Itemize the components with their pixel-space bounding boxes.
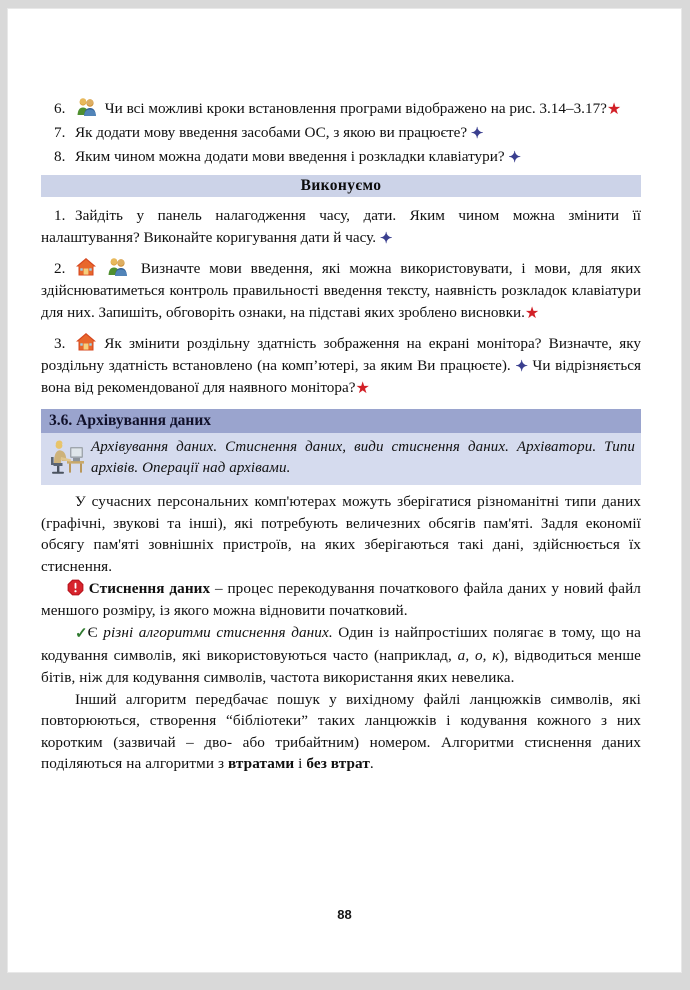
question-item: 8. Яким чином можна додати мови введення і розкладки клавіатури? ✦ xyxy=(41,146,641,168)
task-text-part1: Як змінити роздільну здатність зображення на екрані монітора? Визначте, яку роздільну здатність встановлено (на комп’ютері, за яким Ви працюєте). xyxy=(41,335,642,375)
section-intro-block xyxy=(41,433,641,485)
paragraph-definition xyxy=(41,578,641,621)
people-icon xyxy=(75,97,101,117)
other-text-start: Інший алгоритм передбачає пошук у вихідному файлі ланцюжків символів, які повторюються, створення “бібліотеки” таких ланцюжків і кодування кожного з них коротким (зазвичай – дво- або трибайтним) номером. Алгоритми стиснення даних поділяються на алгоритми з xyxy=(41,690,641,773)
other-mid: і xyxy=(294,755,307,773)
algorithms-text: Один із найпростіших полягає в тому, що на кодування символів, які використовуються часто (наприклад, xyxy=(41,623,641,664)
paragraph-storage: У сучасних персональних комп'ютерах можуть зберігатися різноманітні типи даних (графічні, звукові та інші), які потребують величезних обсягів пам'яті. Задля економії обсягу пам'яті зовнішніх пристроїв, на яких зберігаються такі дані, здійснюється їх стиснення. xyxy=(41,493,641,575)
paragraph-other-algorithm xyxy=(41,689,641,775)
other-text-end: . xyxy=(369,755,374,773)
person-at-computer-icon xyxy=(47,437,87,475)
stop-icon xyxy=(67,579,84,596)
task-item: 3. Як змінити роздільну здатність зображення на екрані монітора? Визначте, яку роздільну здатність встановлено (на комп’ютері, за яким Ви працюєте). ✦ Чи відрізняється вона від рекомендованої для наявного монітора?★ xyxy=(41,332,641,399)
section-intro-text: Архівування даних. Стиснення даних, види стиснення даних. Архіватори. Типи архівів. Операції над архівами. xyxy=(91,439,635,477)
question-item: 6. Чи всі можливі кроки встановлення програми відображено на рис. 3.14–3.17?★ xyxy=(41,97,641,120)
algorithms-text-tail: ), відводиться менше бітів, ніж для кодування символів, частота використання яких невелика. xyxy=(41,646,641,686)
term-lossless: без втрат xyxy=(306,755,370,773)
question-text: Як додати мову введення засобами ОС, з якою ви працюєте? xyxy=(75,124,468,142)
house-icon xyxy=(75,332,97,352)
algorithms-lead-italic: різні алгоритми стиснення даних. xyxy=(103,623,333,641)
task-number: 1. xyxy=(54,207,66,225)
paragraph-algorithms xyxy=(41,622,641,688)
task-number: 3. xyxy=(54,335,66,353)
question-number: 7. xyxy=(54,124,66,142)
task-item: 1. Зайдіть у панель налагодження часу, дати. Яким чином можна змінити її налаштування? Виконайте коригування дати й часу. ✦ xyxy=(41,207,641,248)
task-number: 2. xyxy=(54,260,66,278)
task-text: Зайдіть у панель налагодження часу, дати. Яким чином можна змінити її налаштування? Виконайте коригування дати й часу. xyxy=(41,207,641,247)
question-text: Чи всі можливі кроки встановлення програми відображено на рис. 3.14–3.17? xyxy=(104,100,607,117)
question-number: 8. xyxy=(54,148,66,166)
check-icon: ✓ xyxy=(75,625,88,642)
page-number: 88 xyxy=(337,907,352,922)
algorithms-examples: а, о, к xyxy=(457,646,500,664)
question-text: Яким чином можна додати мови введення і розкладки клавіатури? xyxy=(75,148,505,166)
textbook-page xyxy=(7,8,682,973)
page-content xyxy=(41,97,641,775)
definition-term: Стиснення даних xyxy=(88,580,211,598)
vykonuemo-heading: Виконуємо xyxy=(41,175,641,197)
definition-text: – процес перекодування початкового файла даних у новий файл меншого розміру, із якого можна відновити початковий. xyxy=(41,580,641,619)
algorithms-lead-plain: Є xyxy=(87,623,104,641)
section-heading: 3.6. Архівування даних xyxy=(41,409,641,433)
term-lossy: втратами xyxy=(227,755,295,773)
question-number: 6. xyxy=(54,100,66,117)
task-item: 2. Визначте мови введення, які можна використовувати, і мови, для яких здійснюватиметься контроль правильності введення тексту, наявність розкладок клавіатури для них. Запишіть, обговоріть ознаки, на підставі яких зроблено висновки.★ xyxy=(41,257,641,324)
task-text-part2: Чи відрізняється вона від рекомендованої для наявного монітора? xyxy=(41,357,641,397)
house-icon xyxy=(75,257,97,277)
question-item: 7. Як додати мову введення засобами ОС, з якою ви працюєте? ✦ xyxy=(41,122,641,144)
task-text: Визначте мови введення, які можна використовувати, і мови, для яких здійснюватиметься контроль правильності введення тексту, наявність розкладок клавіатури для них. Запишіть, обговоріть ознаки, на підставі яких зроблено висновки. xyxy=(41,260,642,322)
people-icon xyxy=(106,257,132,277)
